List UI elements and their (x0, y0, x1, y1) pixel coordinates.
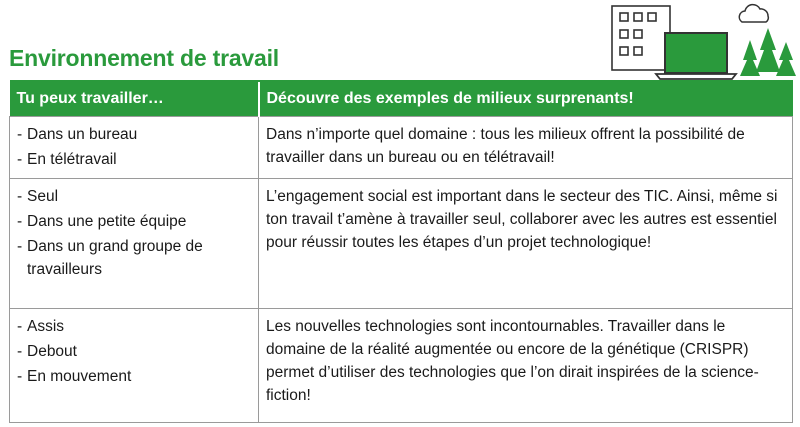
list-item: - En mouvement (17, 368, 132, 385)
list-item: - Dans un grand groupe de travailleurs (17, 238, 203, 278)
description-cell: Les nouvelles technologies sont incontournables. Travailler dans le domaine de la réalité augmentée ou encore de la génétique (CRISPR) permet d’utiliser des technologies que l’on dirait inspirées de la science-fiction! (259, 309, 793, 423)
column-header: Découvre des exemples de milieux surprenants! (259, 81, 793, 117)
list-item: - Debout (17, 343, 77, 360)
work-environment-table (9, 80, 793, 423)
description-cell: L’engagement social est important dans le secteur des TIC. Ainsi, même si ton travail t’amène à travailler seul, collaborer avec les autres est essentiel pour réussir toutes les étapes d’un projet technologique! (259, 179, 793, 309)
options-cell (10, 117, 259, 179)
table-header-row (10, 81, 793, 117)
laptop-icon (656, 33, 736, 79)
building-icon (612, 6, 670, 70)
page-title: Environnement de travail (9, 45, 279, 71)
list-item: - Dans une petite équipe (17, 213, 187, 230)
cloud-icon (739, 5, 768, 22)
list-item: - Assis (17, 318, 65, 335)
description-cell: Dans n’importe quel domaine : tous les milieux offrent la possibilité de travailler dans un bureau ou en télétravail! (259, 117, 793, 179)
options-cell (10, 309, 259, 423)
options-cell (10, 179, 259, 309)
table-row (10, 117, 793, 179)
table-row (10, 309, 793, 423)
list-item: - En télétravail (17, 151, 117, 168)
table-row (10, 179, 793, 309)
list-item: - Seul (17, 188, 59, 205)
list-item: - Dans un bureau (17, 126, 138, 143)
column-header: Tu peux travailler… (10, 81, 259, 117)
pine-trees-icon (740, 28, 796, 76)
illustration (600, 0, 800, 80)
